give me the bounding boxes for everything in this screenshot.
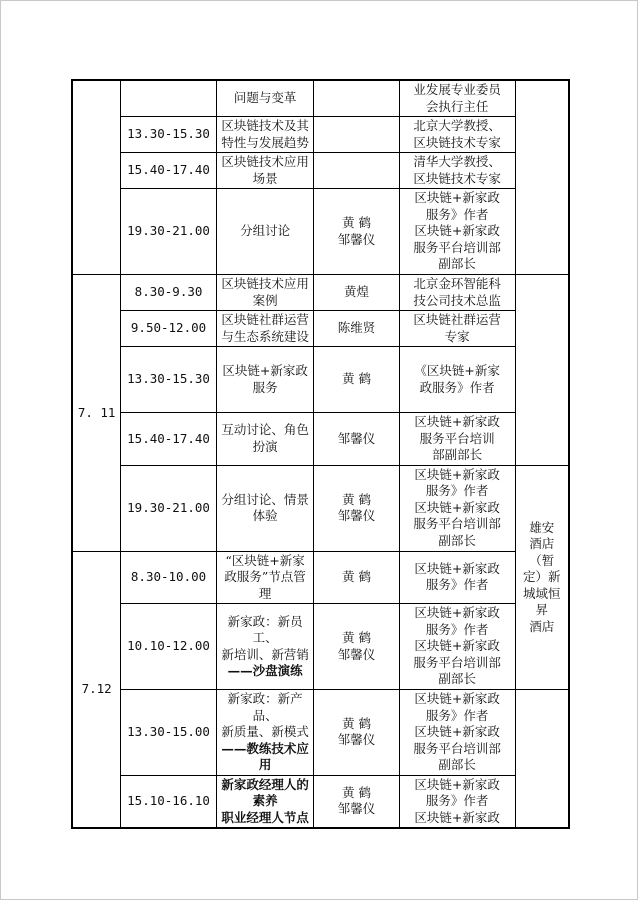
location-cell-line: （暂: [529, 552, 555, 568]
topic-bold-line: ——教练技术应用: [221, 740, 309, 772]
date-cell: [72, 551, 121, 828]
topic-cell-line: 新培训、新营销: [221, 646, 309, 662]
time-cell: [121, 551, 217, 604]
topic-cell: [216, 189, 314, 275]
topic-cell-line: “区块链+新家: [225, 552, 305, 568]
role-cell-line: 区块链+新家政: [414, 414, 500, 429]
role-cell-line: 服务》作者: [425, 621, 489, 637]
topic-cell-line: 分组讨论: [240, 223, 291, 239]
topic-cell-line: 新质量、新模式: [221, 724, 309, 739]
time-cell: [121, 275, 217, 311]
topic-cell-line: 场景: [252, 170, 278, 186]
role-cell-line: 服务平台培训: [419, 430, 495, 446]
speaker-cell: [314, 551, 399, 604]
role-cell-line: 区块链+新家政: [414, 724, 500, 739]
date-cell-line: 7. 11: [77, 404, 116, 420]
topic-cell-line: 区块链技术应用: [221, 154, 309, 169]
role-cell: [399, 311, 515, 347]
topic-cell-line: 互动讨论、角色: [221, 422, 309, 438]
time-cell-line: 15.10-16.10: [127, 793, 210, 808]
time-cell-line: 9.50-12.00: [130, 320, 207, 336]
role-cell-line: 区块链+新家政: [414, 605, 500, 621]
topic-bold-line: 新家政经理人的: [221, 776, 309, 792]
topic-bold-line: ——沙盘演练: [227, 663, 303, 678]
topic-bold-line: 素养: [252, 793, 278, 808]
time-cell-line: 13.30-15.00: [127, 724, 210, 739]
topic-cell-line: 体验: [252, 508, 278, 523]
topic-cell: [216, 117, 314, 153]
topic-cell: [216, 275, 314, 311]
topic-cell: [216, 413, 314, 466]
speaker-cell-line: 黄 鹤: [342, 784, 372, 800]
role-cell-line: 区块链+新家政: [414, 691, 500, 706]
time-cell-line: 13.30-15.30: [127, 126, 210, 142]
time-cell: [121, 311, 217, 347]
role-cell-line: 服务》作者: [425, 577, 489, 593]
topic-cell: [216, 153, 314, 189]
speaker-cell: [314, 80, 399, 117]
topic-cell-line: 案例: [252, 292, 278, 308]
speaker-cell: [314, 153, 399, 189]
role-cell-line: 区块链技术专家: [413, 134, 501, 150]
topic-cell-line: 服务: [252, 379, 278, 395]
topic-cell: [216, 80, 314, 117]
speaker-cell-line: 邹馨仪: [337, 646, 376, 662]
role-cell-line: 区块链+新家政: [414, 466, 500, 482]
topic-cell-line: 政服务”节点管: [224, 569, 306, 584]
time-cell: [121, 690, 217, 776]
role-cell-line: 业发展专业委员: [413, 82, 501, 97]
location-cell-line: 雄安: [529, 519, 555, 535]
topic-cell: [216, 347, 314, 413]
speaker-cell: [314, 311, 399, 347]
topic-cell-line: 与生态系统建设: [221, 328, 309, 344]
table-row: [72, 551, 569, 604]
location-cell-line: 酒店: [529, 536, 555, 551]
role-cell-line: 区块链+新家政: [414, 190, 500, 206]
speaker-cell-line: 黄 鹤: [342, 491, 372, 507]
role-cell: [399, 347, 515, 413]
speaker-cell-line: 陈维贤: [337, 320, 376, 336]
speaker-cell: [314, 690, 399, 776]
speaker-cell-line: 黄 鹤: [342, 569, 372, 584]
role-cell-line: 部副部长: [432, 447, 483, 462]
role-cell: [399, 775, 515, 828]
role-cell: [399, 413, 515, 466]
topic-cell-line: 新家政：新产品、: [227, 691, 303, 723]
role-cell-line: 服务平台培训部: [413, 654, 501, 670]
role-cell-line: 服务平台培训部: [413, 516, 501, 532]
table-row: [72, 604, 569, 690]
table-row: [72, 465, 569, 551]
role-cell-line: 服务平台培训部: [413, 740, 501, 756]
speaker-cell-line: 邹馨仪: [337, 508, 376, 523]
role-cell-line: 区块链+新家政: [414, 638, 500, 654]
topic-bold-line: 职业经理人节点: [221, 809, 309, 825]
time-cell: [121, 347, 217, 413]
speaker-cell: [314, 775, 399, 828]
location-cell-empty: [515, 275, 569, 466]
topic-cell-line: 特性与发展趋势: [221, 134, 309, 150]
role-cell: [399, 117, 515, 153]
speaker-cell: [314, 347, 399, 413]
table-row: [72, 189, 569, 275]
time-cell: [121, 117, 217, 153]
role-cell-line: 服务平台培训部: [413, 239, 501, 255]
table-row: [72, 690, 569, 776]
time-cell-line: 10.10-12.00: [127, 638, 210, 654]
role-cell-line: 区块链+新家政: [414, 560, 500, 576]
role-cell-line: 服务》作者: [425, 707, 489, 723]
role-cell-line: 副部长: [438, 532, 476, 548]
table-row: [72, 80, 569, 117]
topic-cell-line: 问题与变革: [233, 90, 297, 106]
role-cell-line: 《区块链+新家: [414, 363, 500, 378]
role-cell: [399, 551, 515, 604]
speaker-cell-line: 邹馨仪: [337, 430, 376, 446]
speaker-cell: [314, 117, 399, 153]
date-cell-line: 7.12: [81, 681, 112, 696]
speaker-cell-line: 邹馨仪: [337, 231, 376, 247]
time-cell: [121, 775, 217, 828]
table-row: [72, 347, 569, 413]
speaker-cell: [314, 465, 399, 551]
location-cell: [515, 465, 569, 690]
role-cell-line: 区块链社群运营: [413, 312, 501, 327]
time-cell: [121, 189, 217, 275]
time-cell: [121, 153, 217, 189]
location-cell-empty: [515, 690, 569, 829]
role-cell-line: 区块链+新家政: [414, 776, 500, 792]
table-row: [72, 311, 569, 347]
time-cell-line: 13.30-15.30: [127, 371, 210, 387]
speaker-cell-line: 黄 鹤: [342, 371, 372, 387]
topic-cell: [216, 604, 314, 690]
time-cell-line: 15.40-17.40: [127, 162, 210, 178]
location-cell-line: 定）新: [523, 569, 561, 584]
time-cell-line: 19.30-21.00: [127, 499, 210, 515]
speaker-cell: [314, 413, 399, 466]
table-row: [72, 153, 569, 189]
role-cell-line: 服务》作者: [425, 483, 489, 499]
date-cell-empty: [72, 80, 121, 275]
topic-cell-line: 扮演: [252, 438, 278, 454]
role-cell-line: 技公司技术总监: [413, 292, 501, 308]
role-cell-line: 区块链+新家政: [414, 223, 500, 239]
role-cell: [399, 153, 515, 189]
role-cell: [399, 604, 515, 690]
time-cell-line: 15.40-17.40: [127, 430, 210, 446]
speaker-cell: [314, 189, 399, 275]
table-row: [72, 413, 569, 466]
role-cell-line: 副部长: [438, 256, 476, 272]
time-cell: [121, 80, 217, 117]
role-cell-line: 北京金环智能科: [413, 276, 501, 291]
role-cell-line: 区块链+新家政: [414, 809, 500, 825]
speaker-cell: [314, 275, 399, 311]
table-row: [72, 275, 569, 311]
table-row: [72, 775, 569, 828]
role-cell-line: 专家: [444, 328, 470, 344]
time-cell: [121, 413, 217, 466]
time-cell: [121, 604, 217, 690]
role-cell-line: 清华大学教授、: [413, 154, 501, 169]
topic-cell-line: 区块链技术应用: [221, 276, 309, 291]
time-cell: [121, 465, 217, 551]
role-cell: [399, 275, 515, 311]
topic-cell-line: 理: [258, 585, 272, 601]
role-cell-line: 北京大学教授、: [413, 118, 501, 133]
schedule-table: [71, 79, 570, 829]
location-cell-line: 酒店: [529, 618, 555, 634]
topic-cell-line: 区块链技术及其: [221, 118, 309, 133]
topic-cell: [216, 465, 314, 551]
topic-cell: [216, 551, 314, 604]
role-cell-line: 区块链+新家政: [414, 499, 500, 515]
topic-cell-line: 区块链社群运营: [221, 312, 309, 327]
role-cell-line: 服务》作者: [425, 206, 489, 222]
role-cell: [399, 465, 515, 551]
role-cell-line: 副部长: [438, 757, 476, 772]
speaker-cell: [314, 604, 399, 690]
topic-cell-line: 分组讨论、情景: [221, 491, 309, 507]
role-cell-line: 区块链技术专家: [413, 170, 501, 186]
role-cell-line: 服务》作者: [425, 793, 489, 808]
topic-cell: [216, 311, 314, 347]
role-cell: [399, 189, 515, 275]
location-cell-empty: [515, 80, 569, 275]
table-row: [72, 117, 569, 153]
role-cell: [399, 80, 515, 117]
time-cell-line: 8.30-10.00: [130, 569, 207, 584]
topic-cell-line: 区块链+新家政: [222, 363, 308, 378]
location-cell-line: 城域恒昇: [523, 585, 561, 617]
speaker-cell-line: 黄 鹤: [342, 630, 372, 645]
date-cell: [72, 275, 121, 552]
role-cell: [399, 690, 515, 776]
speaker-cell-line: 邹馨仪: [337, 732, 376, 748]
speaker-cell-line: 黄 鹤: [342, 715, 372, 731]
time-cell-line: 8.30-9.30: [134, 284, 203, 300]
speaker-cell-line: 黄 鹤: [342, 215, 372, 230]
speaker-cell-line: 邹馨仪: [337, 801, 376, 817]
topic-cell-line: 新家政：新员工、: [227, 613, 303, 645]
topic-cell: [216, 690, 314, 776]
role-cell-line: 政服务》作者: [419, 379, 495, 395]
role-cell-line: 会执行主任: [425, 98, 489, 114]
speaker-cell-line: 黄煌: [344, 284, 370, 300]
topic-cell: [216, 775, 314, 828]
time-cell-line: 19.30-21.00: [127, 223, 210, 239]
role-cell-line: 副部长: [438, 671, 476, 687]
